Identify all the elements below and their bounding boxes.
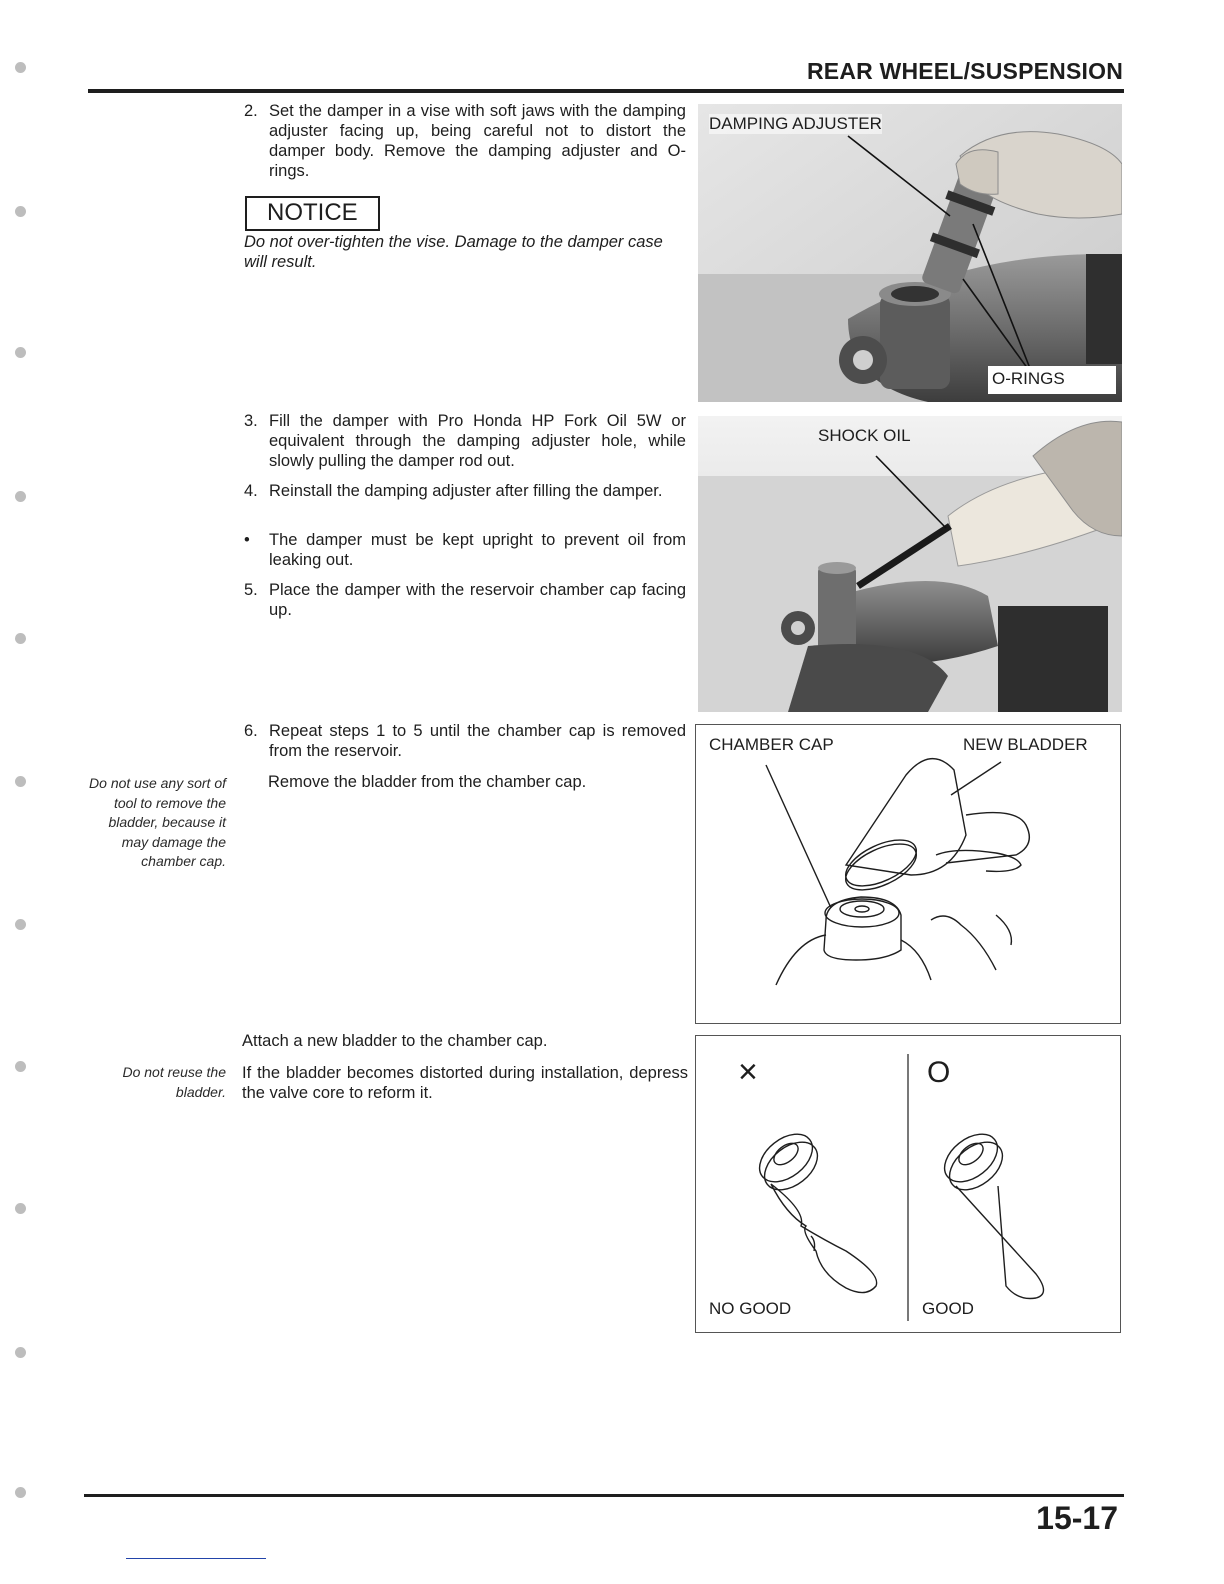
label-shock-oil: SHOCK OIL xyxy=(818,426,911,445)
label-new-bladder: NEW BLADDER xyxy=(963,735,1088,754)
binder-hole xyxy=(15,633,26,644)
binder-hole xyxy=(15,1061,26,1072)
step-text: Repeat steps 1 to 5 until the chamber cap is removed from the reservoir. xyxy=(269,722,686,760)
label-no-good: NO GOOD xyxy=(709,1299,792,1318)
step-3 xyxy=(244,411,686,471)
footer-rule xyxy=(84,1494,1124,1497)
distorted-bladder-text: If the bladder becomes distorted during installation, depress the valve core to reform it. xyxy=(242,1064,688,1102)
mark-good: O xyxy=(927,1056,951,1089)
notice-text: Do not over-tighten the vise. Damage to the damper case will result. xyxy=(244,233,663,271)
step-number: 5. xyxy=(244,581,258,599)
step-text: Reinstall the damping adjuster after filling the damper. xyxy=(269,482,663,500)
figure-bladder-comparison xyxy=(695,1035,1121,1333)
page-number: 15-17 xyxy=(1036,1500,1118,1536)
bullet-text: The damper must be kept upright to prevent oil from leaking out. xyxy=(269,531,686,569)
step-number: 4. xyxy=(244,482,258,500)
label-good: GOOD xyxy=(922,1299,974,1318)
footer-link-line xyxy=(126,1558,266,1559)
damper-illustration xyxy=(698,104,1122,402)
side-note-no-tool: Do not use any sort of tool to remove the bladder, because it may damage the chamber cap. xyxy=(89,775,226,869)
header-rule xyxy=(88,89,1124,93)
step-number: 2. xyxy=(244,102,258,120)
label-chamber-cap: CHAMBER CAP xyxy=(709,735,834,754)
step-4 xyxy=(244,481,686,501)
figure-new-bladder xyxy=(695,724,1121,1024)
bullet-mark: • xyxy=(244,531,250,549)
photo-damping-adjuster xyxy=(698,104,1122,402)
binder-hole xyxy=(15,491,26,502)
step-5 xyxy=(244,580,686,620)
bullet-note xyxy=(244,530,686,570)
binder-hole xyxy=(15,1347,26,1358)
notice-label: NOTICE xyxy=(245,196,380,231)
side-note-no-reuse: Do not reuse the bladder. xyxy=(122,1064,226,1100)
mark-no-good: × xyxy=(738,1053,758,1091)
step-text: Fill the damper with Pro Honda HP Fork Oil 5W or equivalent through the damping adjuster hole, while slowly pulling the damper rod out. xyxy=(269,412,686,470)
section-title: REAR WHEEL/SUSPENSION xyxy=(806,58,1123,84)
binder-hole xyxy=(15,1487,26,1498)
binder-hole xyxy=(15,919,26,930)
bladder-drawing xyxy=(696,725,1120,1023)
photo-shock-oil xyxy=(698,416,1122,712)
remove-bladder-text: Remove the bladder from the chamber cap. xyxy=(268,773,587,791)
step-text: Place the damper with the reservoir chamber cap facing up. xyxy=(269,581,686,619)
step-number: 3. xyxy=(244,412,258,430)
bladder-comparison-drawing xyxy=(696,1036,1120,1332)
binder-hole xyxy=(15,62,26,73)
binder-hole xyxy=(15,1203,26,1214)
attach-bladder-text: Attach a new bladder to the chamber cap. xyxy=(242,1032,548,1050)
label-damping-adjuster: DAMPING ADJUSTER xyxy=(709,114,882,133)
step-6 xyxy=(244,721,686,761)
binder-hole xyxy=(15,347,26,358)
binder-hole xyxy=(15,206,26,217)
label-o-rings: O-RINGS xyxy=(992,369,1065,388)
step-number: 6. xyxy=(244,722,258,740)
step-text: Set the damper in a vise with soft jaws with the damping adjuster facing up, being careful not to distort the damper body. Remove the damping adjuster and O-rings. xyxy=(269,102,686,180)
step-2 xyxy=(244,101,686,181)
oil-fill-illustration xyxy=(698,416,1122,712)
binder-hole xyxy=(15,776,26,787)
